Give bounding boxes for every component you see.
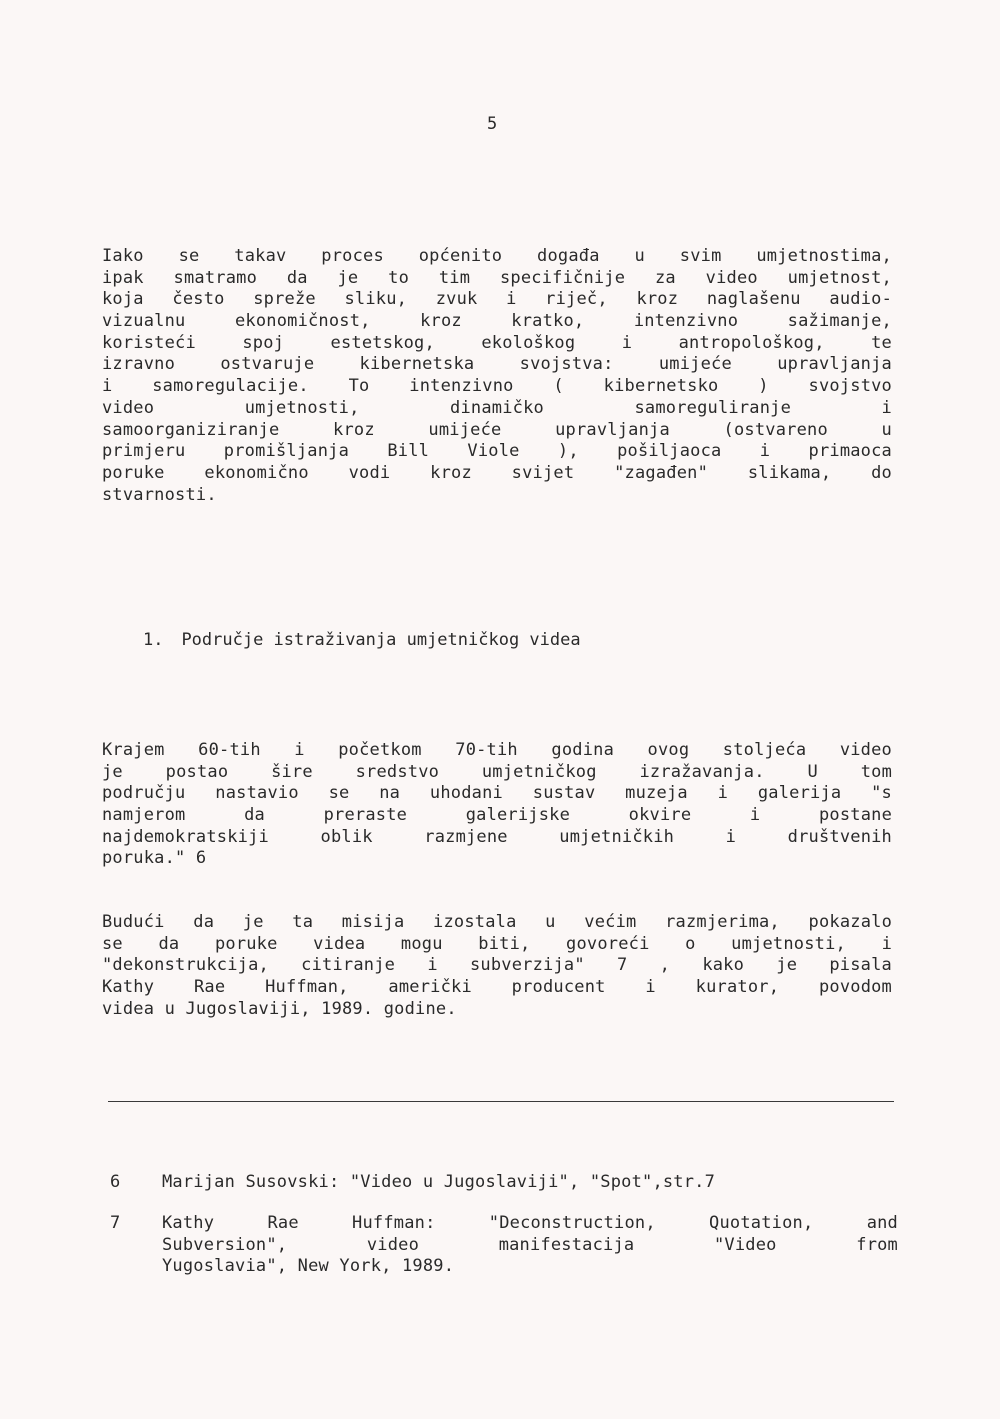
text-line: videa u Jugoslaviji, 1989. godine. [102, 998, 457, 1019]
text-line: Budući da je ta misija izostala u većim razmjerima, pokazalo [102, 912, 892, 932]
text-line: primjeru promišljanja Bill Viole ), pošiljaoca i primaoca [102, 441, 892, 462]
text-line: ipak smatramo da je to tim specifičnije za video umjetnost, [102, 267, 892, 288]
text-line: Yugoslavia", New York, 1989. [162, 1256, 455, 1277]
text-line: poruke ekonomično vodi kroz svijet "zagađen" slikama, do [102, 462, 892, 483]
text-line: području nastavio se na uhodani sustav muzeja i galerija "s [102, 783, 892, 804]
footnote-divider [108, 1101, 894, 1102]
text-line: Iako se takav proces općenito događa u svim umjetnostima, [102, 246, 892, 266]
section-title: Područje istraživanja umjetničkog videa [181, 630, 581, 650]
text-line: koja često spreže sliku, zvuk i riječ, kroz naglašenu audio- [102, 289, 892, 310]
footnote-text [162, 1172, 898, 1194]
text-line: i samoregulacije. To intenzivno ( kibernetsko ) svojstvo [102, 376, 892, 397]
text-line: Subversion", video manifestacija "Video from [162, 1234, 898, 1255]
text-line: koristeći spoj estetskog, ekološkog i antropološkog, te [102, 332, 892, 353]
footnote-number: 7 [110, 1213, 121, 1233]
text-line: namjerom da preraste galerijske okvire i postane [102, 805, 892, 826]
text-line: vizualnu ekonomičnost, kroz kratko, intenzivno sažimanje, [102, 311, 892, 332]
page-number: 5 [487, 114, 498, 134]
text-line: samoorganiziranje kroz umijeće upravljanja (ostvareno u [102, 419, 892, 440]
paragraph-2 [102, 740, 892, 870]
text-line: poruka." 6 [102, 848, 207, 869]
text-line: "dekonstrukcija, citiranje i subverzija" 7 , kako je pisala [102, 955, 892, 976]
text-line: Marijan Susovski: "Video u Jugoslaviji", "Spot",str.7 [162, 1172, 716, 1192]
text-line: se da poruke videa mogu biti, govoreći o umjetnosti, i [102, 933, 892, 954]
text-line: izravno ostvaruje kibernetska svojstva: umijeće upravljanja [102, 354, 892, 375]
text-line: stvarnosti. [102, 484, 217, 505]
text-line: Krajem 60-tih i početkom 70-tih godina ovog stoljeća video [102, 740, 892, 760]
text-line: je postao šire sredstvo umjetničkog izražavanja. U tom [102, 761, 892, 782]
footnote-number: 6 [110, 1172, 121, 1192]
paragraph-1 [102, 246, 892, 506]
section-heading [102, 610, 581, 670]
text-line: Kathy Rae Huffman: "Deconstruction, Quotation, and [162, 1213, 898, 1233]
section-number: 1. [142, 630, 164, 650]
text-line: video umjetnosti, dinamičko samoreguliranje i [102, 397, 892, 418]
footnote-text [162, 1213, 898, 1278]
paragraph-3 [102, 912, 892, 1020]
text-line: najdemokratskiji oblik razmjene umjetničkih i društvenih [102, 826, 892, 847]
text-line: Kathy Rae Huffman, američki producent i kurator, povodom [102, 977, 892, 998]
